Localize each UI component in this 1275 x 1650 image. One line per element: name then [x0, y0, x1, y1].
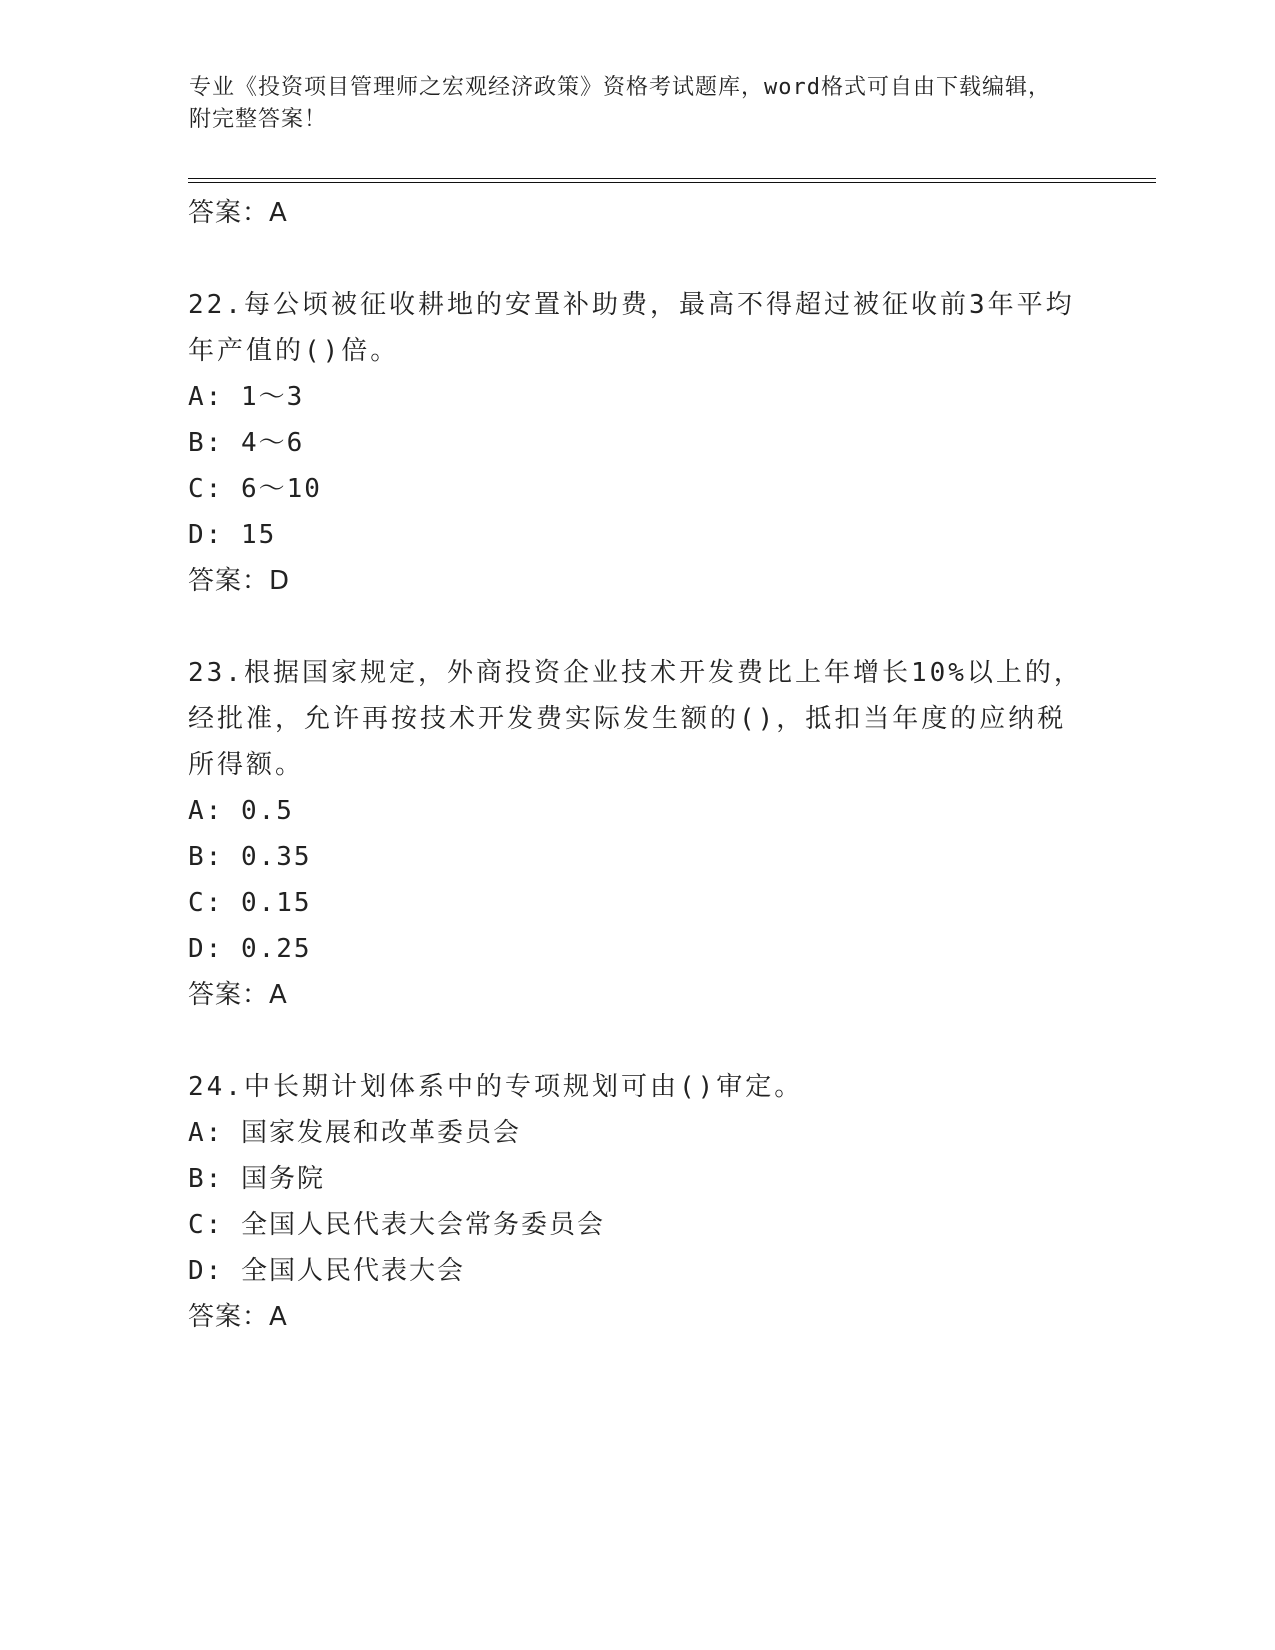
- option-b: B: 0.35: [188, 842, 312, 872]
- spacer: [188, 236, 1088, 282]
- previous-answer: 答案：A: [188, 198, 288, 228]
- spacer: [188, 1018, 1088, 1064]
- question-stem: 22.每公顷被征收耕地的安置补助费，最高不得超过被征收前3年平均年产值的()倍。: [188, 290, 1075, 366]
- option-d: D: 全国人民代表大会: [188, 1256, 465, 1286]
- spacer: [188, 604, 1088, 650]
- option-c: C: 0.15: [188, 888, 312, 918]
- header-divider-top: [188, 178, 1156, 179]
- option-a: A: 1～3: [188, 382, 305, 412]
- answer-label: 答案：D: [188, 566, 291, 596]
- question-23: [188, 650, 1088, 1018]
- document-header: 专业《投资项目管理师之宏观经济政策》资格考试题库，word格式可自由下载编辑，附完整答案！: [189, 75, 1051, 132]
- answer-label: 答案：A: [188, 1302, 288, 1332]
- question-22: [188, 282, 1088, 604]
- question-24: [188, 1064, 1088, 1340]
- question-stem: 24.中长期计划体系中的专项规划可由()审定。: [188, 1072, 804, 1102]
- option-a: A: 国家发展和改革委员会: [188, 1118, 521, 1148]
- option-c: C: 6～10: [188, 474, 322, 504]
- question-stem: 23.根据国家规定，外商投资企业技术开发费比上年增长10%以上的，经批准，允许再按技术开发费实际发生额的()，抵扣当年度的应纳税所得额。: [188, 658, 1083, 780]
- option-c: C: 全国人民代表大会常务委员会: [188, 1210, 605, 1240]
- option-d: D: 0.25: [188, 934, 312, 964]
- option-b: B: 国务院: [188, 1164, 325, 1194]
- header-divider-bottom: [188, 182, 1156, 183]
- answer-label: 答案：A: [188, 980, 288, 1010]
- question-list: [188, 190, 1088, 1340]
- option-b: B: 4～6: [188, 428, 305, 458]
- option-a: A: 0.5: [188, 796, 294, 826]
- option-d: D: 15: [188, 520, 277, 550]
